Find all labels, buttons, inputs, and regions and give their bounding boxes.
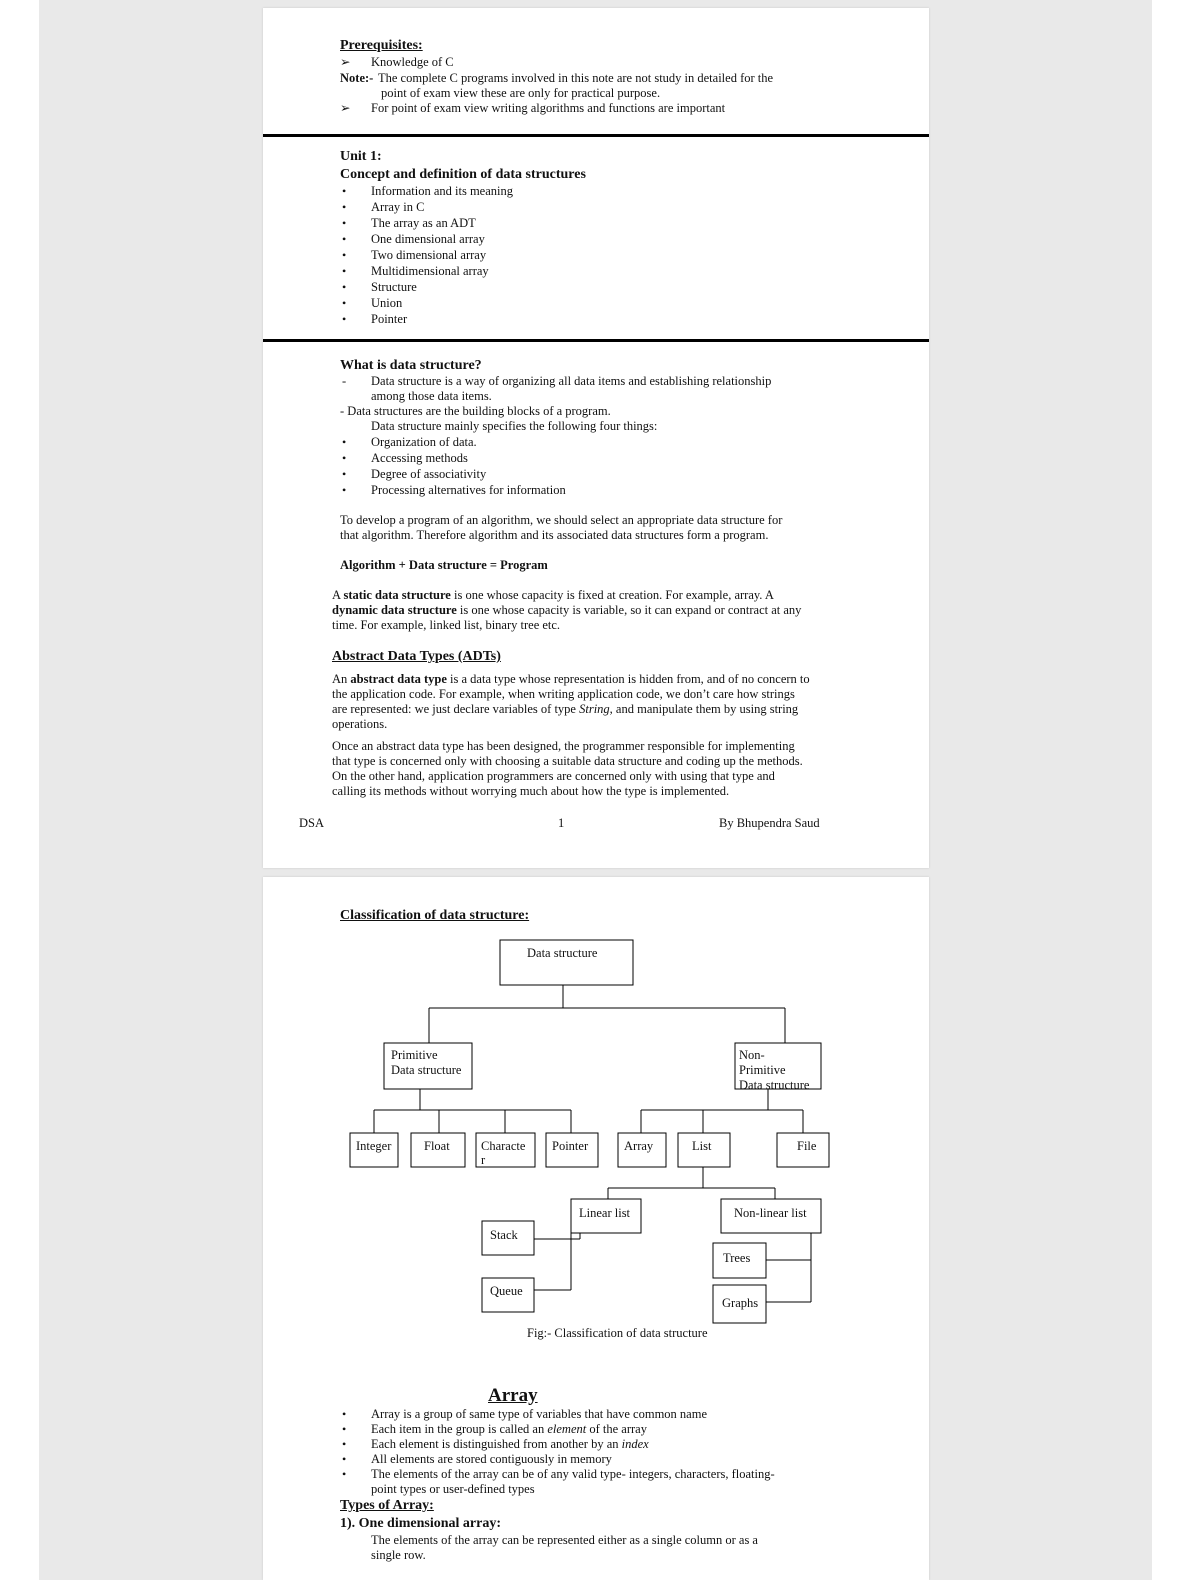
types-heading: Types of Array: xyxy=(340,1498,434,1513)
bullet-icon: • xyxy=(342,451,347,465)
primitive-node-label: Data structure xyxy=(391,1063,462,1077)
once-text: that type is concerned only with choosing a suitable data structure and coding up the methods. xyxy=(332,754,803,768)
develop-text: that algorithm. Therefore algorithm and its associated data structures form a program. xyxy=(340,528,769,542)
dash-bullet-icon: - xyxy=(342,374,347,388)
one-dim-heading: 1). One dimensional array: xyxy=(340,1516,501,1531)
bullet-icon: • xyxy=(342,483,347,497)
static-text-line2: dynamic data structure is one whose capacity is variable, so it can expand or contract at any xyxy=(332,603,802,617)
non-primitive-node-label: Non- xyxy=(739,1048,765,1062)
one-dim-text: The elements of the array can be represented either as a single column or as a xyxy=(371,1533,758,1547)
bullet-icon: • xyxy=(342,216,347,230)
prerequisites-heading: Prerequisites: xyxy=(340,38,423,53)
linear-list-node-label: Linear list xyxy=(579,1206,631,1220)
bullet-icon: • xyxy=(342,312,347,326)
what-text: - Data structures are the building blocks of a program. xyxy=(340,404,611,418)
array-item: All elements are stored contiguously in memory xyxy=(371,1452,612,1466)
unit-item: Multidimensional array xyxy=(371,264,489,278)
queue-node-label: Queue xyxy=(490,1284,523,1298)
array-item: point types or user-defined types xyxy=(371,1482,535,1496)
unit-item: Pointer xyxy=(371,312,408,326)
bullet-icon: • xyxy=(342,1407,347,1421)
once-text: calling its methods without worrying much about how the type is implemented. xyxy=(332,784,730,798)
array-item: Each item in the group is called an element of the array xyxy=(371,1422,647,1436)
what-text: Data structure is a way of organizing all data items and establishing relationship xyxy=(371,374,772,388)
note-label: Note:- xyxy=(340,71,374,85)
unit-item: Information and its meaning xyxy=(371,184,513,198)
unit-item: The array as an ADT xyxy=(371,216,476,230)
what-text: Data structure mainly specifies the following four things: xyxy=(371,419,658,433)
bullet-icon: • xyxy=(342,435,347,449)
array-item: Each element is distinguished from another by an index xyxy=(371,1437,649,1451)
section-divider xyxy=(263,134,929,137)
adt-text-line4: operations. xyxy=(332,717,388,731)
unit-title: Unit 1: xyxy=(340,149,382,164)
unit-subtitle: Concept and definition of data structures xyxy=(340,167,586,182)
primitive-node-label: Primitive xyxy=(391,1048,438,1062)
adt-heading: Abstract Data Types (ADTs) xyxy=(332,649,501,664)
bullet-icon: • xyxy=(342,248,347,262)
bullet-icon: • xyxy=(342,296,347,310)
once-text: Once an abstract data type has been designed, the programmer responsible for implementing xyxy=(332,739,795,753)
one-dim-text: single row. xyxy=(371,1548,426,1562)
page-number: 1 xyxy=(558,816,565,830)
unit-item: Array in C xyxy=(371,200,425,214)
graphs-node-label: Graphs xyxy=(722,1296,759,1310)
trees-node-label: Trees xyxy=(723,1251,751,1265)
non-primitive-node-label: Primitive xyxy=(739,1063,786,1077)
array-item: The elements of the array can be of any valid type- integers, characters, floating- xyxy=(371,1467,775,1481)
what-item: Degree of associativity xyxy=(371,467,487,481)
what-item: Organization of data. xyxy=(371,435,477,449)
once-text: On the other hand, application programmers are concerned only with using that type and xyxy=(332,769,775,783)
classification-diagram xyxy=(263,877,929,1357)
what-item: Accessing methods xyxy=(371,451,468,465)
unit-item: One dimensional array xyxy=(371,232,485,246)
adt-text-line2: the application code. For example, when writing application code, we don’t care how strings xyxy=(332,687,795,701)
bullet-icon: • xyxy=(342,1437,347,1451)
what-heading: What is data structure? xyxy=(340,358,482,373)
array-heading: Array xyxy=(488,1385,538,1406)
what-text: among those data items. xyxy=(371,389,492,403)
file-node-label: File xyxy=(797,1139,817,1153)
static-text-line1: A static data structure is one whose capacity is fixed at creation. For example, array. A xyxy=(332,588,774,602)
adt-text-line1: An abstract data type is a data type whose representation is hidden from, and of no concern to xyxy=(332,672,810,686)
note-text-line2: point of exam view these are only for practical purpose. xyxy=(381,86,661,100)
footer-left: DSA xyxy=(299,816,325,830)
non-primitive-node-label: Data structure xyxy=(739,1078,810,1092)
note-item: For point of exam view writing algorithms and functions are important xyxy=(371,101,726,115)
prereq-item: Knowledge of C xyxy=(371,55,454,69)
bullet-icon: • xyxy=(342,264,347,278)
pointer-node-label: Pointer xyxy=(552,1139,589,1153)
develop-text: To develop a program of an algorithm, we should select an appropriate data structure for xyxy=(340,513,783,527)
arrow-bullet-icon: ➢ xyxy=(340,101,351,115)
arrow-bullet-icon: ➢ xyxy=(340,55,351,69)
adt-text-line3: are represented: we just declare variables of type String, and manipulate them by using string xyxy=(332,702,799,716)
diagram-caption: Fig:- Classification of data structure xyxy=(527,1326,708,1340)
static-text-line3: time. For example, linked list, binary tree etc. xyxy=(332,618,561,632)
bullet-icon: • xyxy=(342,280,347,294)
formula-text: Algorithm + Data structure = Program xyxy=(340,558,548,572)
non-linear-list-node-label: Non-linear list xyxy=(734,1206,807,1220)
list-node-label: List xyxy=(692,1139,712,1153)
character-node-label: Characte xyxy=(481,1139,526,1153)
unit-item: Union xyxy=(371,296,403,310)
stack-node-label: Stack xyxy=(490,1228,518,1242)
unit-item: Two dimensional array xyxy=(371,248,487,262)
array-node-label: Array xyxy=(624,1139,654,1153)
section-divider xyxy=(263,339,929,342)
float-node-label: Float xyxy=(424,1139,450,1153)
footer-author: By Bhupendra Saud xyxy=(719,816,820,830)
character-node-label: r xyxy=(481,1153,486,1167)
document-page-1 xyxy=(263,8,929,868)
bullet-icon: • xyxy=(342,232,347,246)
what-item: Processing alternatives for information xyxy=(371,483,566,497)
classification-heading: Classification of data structure: xyxy=(340,908,530,923)
integer-node-label: Integer xyxy=(356,1139,392,1153)
bullet-icon: • xyxy=(342,184,347,198)
bullet-icon: • xyxy=(342,1422,347,1436)
bullet-icon: • xyxy=(342,200,347,214)
bullet-icon: • xyxy=(342,1467,347,1481)
note-text-line1: The complete C programs involved in this note are not study in detailed for the xyxy=(378,71,774,85)
root-node-label: Data structure xyxy=(527,946,598,960)
array-item: Array is a group of same type of variables that have common name xyxy=(371,1407,707,1421)
bullet-icon: • xyxy=(342,467,347,481)
unit-item: Structure xyxy=(371,280,417,294)
bullet-icon: • xyxy=(342,1452,347,1466)
document-page-2 xyxy=(263,877,929,1580)
